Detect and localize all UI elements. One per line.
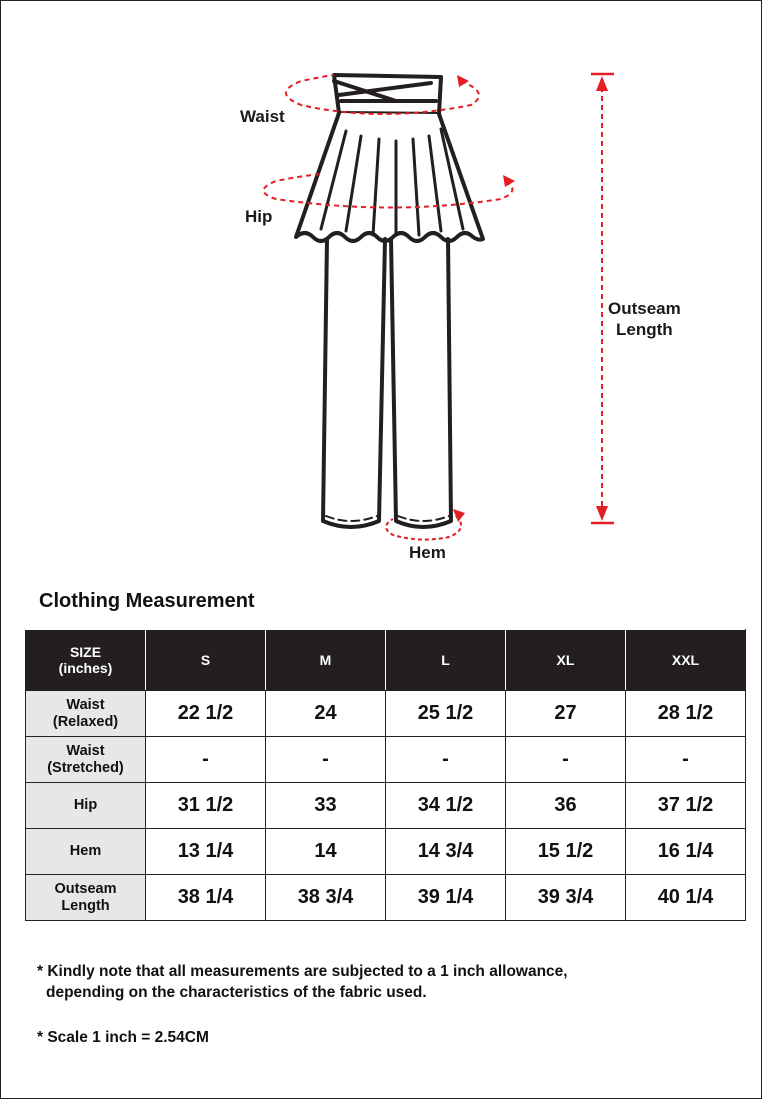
table-cell: 14 bbox=[266, 829, 386, 875]
table-cell: 37 1/2 bbox=[626, 783, 746, 829]
table-row bbox=[26, 737, 746, 783]
table-cell: 16 1/4 bbox=[626, 829, 746, 875]
table-cell: - bbox=[626, 737, 746, 783]
waist-arrowhead bbox=[457, 75, 469, 87]
size-header: S bbox=[146, 630, 266, 691]
size-header: XXL bbox=[626, 630, 746, 691]
row-label-line1: Waist bbox=[66, 742, 105, 759]
garment-diagram bbox=[1, 1, 762, 576]
table-cell: 33 bbox=[266, 783, 386, 829]
row-label bbox=[26, 875, 146, 921]
table-cell: - bbox=[266, 737, 386, 783]
size-header: L bbox=[386, 630, 506, 691]
row-label bbox=[26, 691, 146, 737]
table-row bbox=[26, 829, 746, 875]
table-cell: 28 1/2 bbox=[626, 691, 746, 737]
table-cell: 15 1/2 bbox=[506, 829, 626, 875]
row-label bbox=[26, 829, 146, 875]
table-cell: 38 3/4 bbox=[266, 875, 386, 921]
row-label-line1: Hem bbox=[69, 843, 102, 859]
outseam-arrowhead-top bbox=[596, 76, 608, 91]
hip-label: Hip bbox=[245, 207, 273, 226]
table-cell: 34 1/2 bbox=[386, 783, 506, 829]
row-label-line2: Length bbox=[61, 897, 110, 914]
table-cell: - bbox=[506, 737, 626, 783]
outseam-arrowhead-bottom bbox=[596, 506, 608, 521]
row-label bbox=[26, 737, 146, 783]
table-cell: 22 1/2 bbox=[146, 691, 266, 737]
scale-note: * Scale 1 inch = 2.54CM bbox=[37, 1029, 209, 1046]
corner-header bbox=[26, 630, 146, 691]
row-label-line1: Outseam bbox=[54, 880, 117, 897]
row-label bbox=[26, 783, 146, 829]
hem-arrowhead bbox=[453, 509, 465, 522]
size-header: M bbox=[266, 630, 386, 691]
table-cell: - bbox=[386, 737, 506, 783]
hip-arrowhead bbox=[503, 175, 515, 187]
row-label-line2: (Relaxed) bbox=[52, 713, 119, 730]
table-row bbox=[26, 783, 746, 829]
size-header: XL bbox=[506, 630, 626, 691]
row-label-line1: Waist bbox=[66, 696, 105, 713]
table-cell: - bbox=[146, 737, 266, 783]
table-header-row bbox=[26, 630, 746, 691]
outseam-label-line2: Length bbox=[616, 320, 673, 339]
hem-label: Hem bbox=[409, 543, 446, 562]
table-cell: 27 bbox=[506, 691, 626, 737]
allowance-note bbox=[37, 961, 568, 1003]
table-cell: 14 3/4 bbox=[386, 829, 506, 875]
table-cell: 25 1/2 bbox=[386, 691, 506, 737]
row-label-line2: (Stretched) bbox=[47, 759, 124, 776]
table-cell: 31 1/2 bbox=[146, 783, 266, 829]
table-cell: 13 1/4 bbox=[146, 829, 266, 875]
table-cell: 36 bbox=[506, 783, 626, 829]
section-title: Clothing Measurement bbox=[39, 590, 255, 612]
waist-label: Waist bbox=[240, 107, 285, 126]
allowance-note-line2: depending on the characteristics of the fabric used. bbox=[46, 984, 427, 1001]
table-cell: 39 1/4 bbox=[386, 875, 506, 921]
table-row bbox=[26, 875, 746, 921]
allowance-note-line1: * Kindly note that all measurements are subjected to a 1 inch allowance, bbox=[37, 963, 568, 980]
table-cell: 24 bbox=[266, 691, 386, 737]
table-cell: 40 1/4 bbox=[626, 875, 746, 921]
corner-header-line2: (inches) bbox=[58, 660, 113, 676]
table-cell: 38 1/4 bbox=[146, 875, 266, 921]
outseam-label-line1: Outseam bbox=[608, 299, 681, 318]
table-cell: 39 3/4 bbox=[506, 875, 626, 921]
size-table bbox=[25, 629, 746, 921]
row-label-line1: Hip bbox=[73, 797, 98, 813]
garment-outline bbox=[296, 75, 483, 527]
table-row bbox=[26, 691, 746, 737]
corner-header-line1: SIZE bbox=[69, 644, 102, 660]
